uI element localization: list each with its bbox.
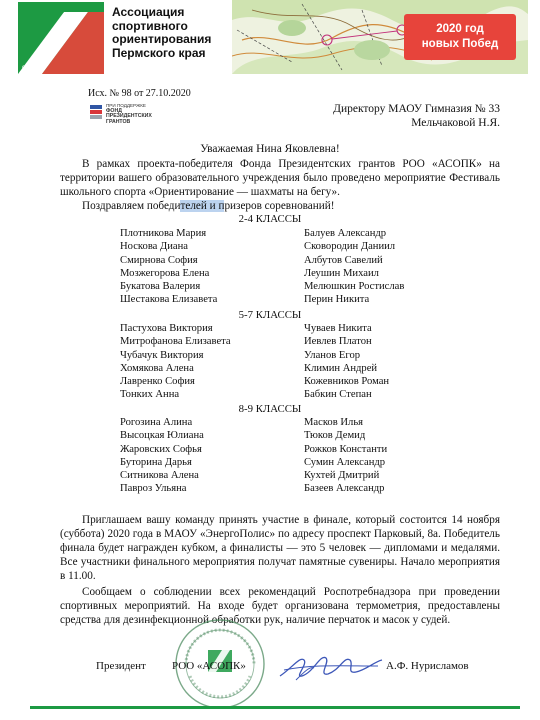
list-item: Мозжегорова Елена <box>120 267 210 279</box>
list-item: Плотникова Мария <box>120 228 207 239</box>
letterhead <box>0 0 540 78</box>
list-item: Павроз Ульяна <box>120 483 187 495</box>
list-item: Букатова Валерия <box>120 281 201 293</box>
group-2-right-column <box>304 322 389 402</box>
list-item: Хомякова Алена <box>120 362 194 374</box>
list-item: Чуваев Никита <box>304 323 372 334</box>
list-item: Балуев Александр <box>304 228 387 239</box>
list-item: Иевлев Платон <box>304 336 372 348</box>
list-item: Базеев Александр <box>304 483 385 495</box>
asopk-logo-icon <box>18 2 104 74</box>
group-1-left-column <box>120 227 217 307</box>
list-item: Митрофанова Елизавета <box>120 336 231 348</box>
list-item: Перин Никита <box>304 294 370 306</box>
list-item: Высоцкая Юлиана <box>120 430 204 442</box>
signatory-organization: РОО «АСОПК» <box>172 660 246 672</box>
promo-banner: 2020 год новых Побед <box>404 14 516 60</box>
group-title: 8-9 КЛАССЫ <box>238 403 302 415</box>
greeting: Уважаемая Нина Яковлевна! <box>200 143 340 155</box>
association-name: Ассоциация спортивного ориентирования Пермского края <box>112 5 212 60</box>
signatory-name: А.Ф. Нурисламов <box>386 660 469 672</box>
list-item: Носкова Диана <box>120 241 189 253</box>
fund-logo-icon <box>90 105 102 119</box>
list-item: Буторина Дарья <box>120 456 192 468</box>
signatory-role: Президент <box>96 660 146 672</box>
text-selection: телей и п <box>180 200 225 212</box>
list-item: Ситникова Алена <box>120 470 199 482</box>
list-item: Рогозина Алина <box>120 417 193 428</box>
list-item: Кухтей Дмитрий <box>304 470 380 482</box>
orienteering-map-image <box>232 0 528 74</box>
outgoing-number: Исх. № 98 от 27.10.2020 <box>88 88 191 99</box>
list-item: Шестакова Елизавета <box>120 294 218 306</box>
list-item: Смирнова София <box>120 254 198 266</box>
list-item: Чубачук Виктория <box>120 349 204 361</box>
list-item: Кожевников Роман <box>304 376 390 388</box>
recipient-line-1: Директору МАОУ Гимназия № 33 <box>333 103 500 115</box>
list-item: Бабкин Степан <box>304 389 372 401</box>
list-item: Албутов Савелий <box>304 254 383 266</box>
group-3-right-column <box>304 416 387 496</box>
list-item: Пастухова Виктория <box>120 323 213 334</box>
list-item: Тюков Демид <box>304 430 366 442</box>
presidential-grants-fund-logo: ПРИ ПОДДЕРЖКЕ ФОНД ПРЕЗИДЕНТСКИХ ГРАНТОВ <box>90 103 160 129</box>
group-3-left-column <box>120 416 204 496</box>
list-item: Рожков Константи <box>304 443 388 455</box>
congrats-line: Поздравляем победителей и призеров соревнований! <box>82 200 335 212</box>
list-item: Лавренко София <box>120 376 195 388</box>
recipient-line-2: Мельчаковой Н.Я. <box>411 117 500 129</box>
handwritten-signature-icon <box>274 646 386 686</box>
group-1-right-column <box>304 227 404 307</box>
invitation-paragraph: Приглашаем вашу команду принять участие в финале, который состоится 14 ноября (суббота) 2020 года в МАОУ «ЭнергоПолис» по адресу проспект Парковый, 8а. Победитель финала будет награжден кубком, а финалисты — это 5 человек — дипломами и медалями. Все участники финального мероприятия получат памятные сувениры. Начало мероприятия в 11.00. <box>60 514 500 582</box>
fund-logo-small: ПРИ ПОДДЕРЖКЕ <box>106 103 146 108</box>
list-item: Жаровских Софья <box>120 443 202 455</box>
list-item: Сковородин Даниил <box>304 241 396 253</box>
safety-paragraph: Сообщаем о соблюдении всех рекомендаций Роспотребнадзора при проведении спортивных мероприятий. На входе будет организована термометрия, предоставлены средства для дезинфекционной обработки рук, наличие перчаток и масок у судей. <box>60 586 500 626</box>
group-2-left-column <box>120 322 231 402</box>
group-title: 2-4 КЛАССЫ <box>238 213 302 225</box>
list-item: Сумин Александр <box>304 456 386 468</box>
list-item: Тонких Анна <box>120 389 180 401</box>
footer-divider <box>30 706 520 709</box>
logo-year: с 1963 г <box>22 65 44 71</box>
list-item: Леушин Михаил <box>304 267 379 279</box>
list-item: Уланов Егор <box>304 349 361 361</box>
list-item: Климин Андрей <box>304 362 378 374</box>
list-item: Мелюшкин Ростислав <box>304 281 405 293</box>
intro-paragraph: В рамках проекта-победителя Фонда Президентских грантов РОО «АСОПК» на территории вашего образовательного учреждения было проведено мероприятие Фестиваль школьного спорта «Ориентирование — шахматы на бегу». <box>60 158 500 198</box>
group-title: 5-7 КЛАССЫ <box>238 309 302 321</box>
list-item: Масков Илья <box>304 417 364 428</box>
